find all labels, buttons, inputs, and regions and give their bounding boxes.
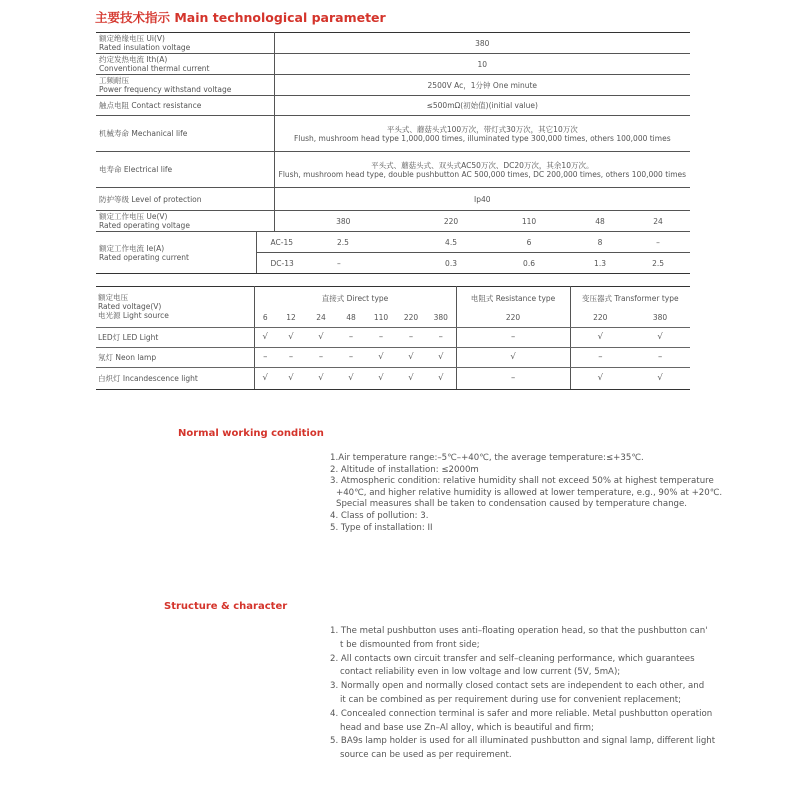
protection-value: Ip40	[274, 188, 690, 211]
cell: √	[336, 367, 366, 389]
page-title: 主要技术指示 Main technological parameter	[95, 10, 386, 25]
direct-voltage: 48	[336, 309, 366, 327]
structure-title: Structure & character	[164, 601, 288, 612]
row-label: 白炽灯 Incandescence light	[96, 367, 254, 389]
incandescent-row	[96, 367, 690, 389]
list-item: 4. Concealed connection terminal is safer and more reliable. Metal pushbutton operation	[330, 708, 713, 719]
led-row	[96, 327, 690, 347]
list-item: contact reliability even in low voltage and low current (5V, 5mA);	[340, 667, 621, 678]
cell: √	[306, 367, 336, 389]
cell: –	[276, 347, 306, 367]
ac-value: 4.5	[412, 232, 490, 253]
cell: √	[396, 367, 426, 389]
contact-label: 触点电阻 Contact resistance	[96, 96, 274, 116]
mech-life-label: 机械寿命 Mechanical life	[96, 116, 274, 152]
neon-row	[96, 347, 690, 367]
cell: –	[336, 327, 366, 347]
structure-list	[330, 625, 715, 763]
transformer-type-header: 变压器式 Transformer type	[570, 287, 690, 310]
cell: √	[426, 367, 456, 389]
ac-value: 2.5	[334, 232, 412, 253]
cell: √	[630, 327, 690, 347]
list-item: 5. BA9s lamp holder is used for all illuminated pushbutton and signal lamp, different light	[330, 736, 716, 747]
cell: √	[630, 367, 690, 389]
light-source-table	[96, 286, 690, 390]
list-item: 2. Altitude of installation: ≤2000m	[330, 464, 479, 475]
insulation-label: 额定绝缘电压 Ui(V) Rated insulation voltage	[96, 33, 274, 54]
direct-voltage: 110	[366, 309, 396, 327]
list-item: Special measures shall be taken to condensation caused by temperature change.	[336, 499, 688, 510]
cell: –	[570, 347, 630, 367]
op-voltage-value: 380	[274, 211, 412, 232]
parameter-table	[96, 32, 690, 274]
resistance-type-header: 电阻式 Resistance type	[456, 287, 570, 310]
cell: √	[456, 347, 570, 367]
cell: –	[630, 347, 690, 367]
row-label: LED灯 LED Light	[96, 327, 254, 347]
cell: √	[570, 327, 630, 347]
cell: –	[426, 327, 456, 347]
cell: √	[276, 327, 306, 347]
cell: √	[366, 367, 396, 389]
list-item: t be dismounted from front side;	[340, 639, 480, 650]
resistance-voltage: 220	[456, 309, 570, 327]
direct-voltage: 220	[396, 309, 426, 327]
list-item: head and base use Zn–Al alloy, which is beautiful and firm;	[340, 722, 594, 733]
op-voltage-value: 110	[490, 211, 568, 232]
ac-value: 6	[490, 232, 568, 253]
list-item: +40℃, and higher relative humidity is allowed at lower temperature, e.g., 90% at +20℃.	[336, 487, 723, 498]
direct-type-header: 直接式 Direct type	[254, 287, 456, 310]
cell: √	[276, 367, 306, 389]
list-item: 1. The metal pushbutton uses anti–floating operation head, so that the pushbutton can'	[330, 626, 708, 636]
thermal-label: 约定发热电流 Ith(A) Conventional thermal current	[96, 54, 274, 75]
elec-life-label: 电寿命 Electrical life	[96, 152, 274, 188]
dc-value: 1.3 2.5	[568, 253, 690, 274]
withstand-value: 2500V Ac，1分钟 One minute	[274, 75, 690, 96]
cell: √	[426, 347, 456, 367]
cell: √	[396, 347, 426, 367]
row-label: 氖灯 Neon lamp	[96, 347, 254, 367]
direct-voltage: 12	[276, 309, 306, 327]
cell: –	[336, 347, 366, 367]
dc-value: 0.6	[490, 253, 568, 274]
transformer-voltage: 220	[570, 309, 630, 327]
list-item: 2. All contacts own circuit transfer and self–cleaning performance, which guarantees	[330, 653, 695, 664]
cell: –	[366, 327, 396, 347]
cell: √	[254, 367, 276, 389]
dc-label: DC-13	[256, 253, 334, 274]
cell: –	[254, 347, 276, 367]
cell: √	[306, 327, 336, 347]
list-item: it can be combined as per requirement during use for convenient replacement;	[340, 694, 682, 705]
insulation-value: 380	[274, 33, 690, 54]
protection-label: 防护等级 Level of protection	[96, 188, 274, 211]
direct-voltage: 6	[254, 309, 276, 327]
cell: –	[396, 327, 426, 347]
elec-life-value: 平头式、蘑菇头式、双头式AC50万次、DC20万次，其余10万次。 Flush, mushroom head type, double pushbutton AC 500,000 times, DC 200,000 times, others 100,000 times	[274, 152, 690, 188]
cell: –	[306, 347, 336, 367]
op-voltage-label: 额定工作电压 Ue(V) Rated operating voltage	[96, 211, 274, 232]
cell: √	[570, 367, 630, 389]
normal-condition-title: Normal working condition	[178, 428, 324, 439]
direct-voltage: 380	[426, 309, 456, 327]
list-item: 4. Class of pollution: 3.	[330, 510, 429, 521]
op-voltage-value: 48 24	[568, 211, 690, 232]
mech-life-value: 平头式、蘑菇头式100万次，带灯式30万次，其它10万次 Flush, mushroom head type 1,000,000 times, illuminated type 300,000 times, others 100,000 times	[274, 116, 690, 152]
normal-condition-list	[330, 453, 722, 534]
ac-value: 8 –	[568, 232, 690, 253]
cell: √	[366, 347, 396, 367]
transformer-voltage: 380	[630, 309, 690, 327]
dc-value: 0.3	[412, 253, 490, 274]
list-item: 5. Type of installation: II	[330, 522, 433, 533]
list-item: source can be used as per requirement.	[340, 750, 512, 761]
op-voltage-value: 220	[412, 211, 490, 232]
thermal-value: 10	[274, 54, 690, 75]
ac-label: AC-15	[256, 232, 334, 253]
cell: √	[254, 327, 276, 347]
list-item: 3. Normally open and normally closed contact sets are independent to each other, and	[330, 681, 705, 692]
cell: –	[456, 367, 570, 389]
direct-voltage: 24	[306, 309, 336, 327]
rated-voltage-header: 额定电压 Rated voltage(V) 电光源 Light source	[96, 287, 254, 328]
list-item: 1.Air temperature range:–5℃–+40℃, the average temperature:≤+35℃.	[330, 453, 644, 463]
op-current-label: 额定工作电流 Ie(A) Rated operating current	[96, 232, 256, 274]
contact-value: ≤500mΩ(初始值)(initial value)	[274, 96, 690, 116]
dc-value: –	[334, 253, 412, 274]
cell: –	[456, 327, 570, 347]
withstand-label: 工频耐压 Power frequency withstand voltage	[96, 75, 274, 96]
list-item: 3. Atmospheric condition: relative humidity shall not exceed 50% at highest temperature	[330, 476, 714, 487]
